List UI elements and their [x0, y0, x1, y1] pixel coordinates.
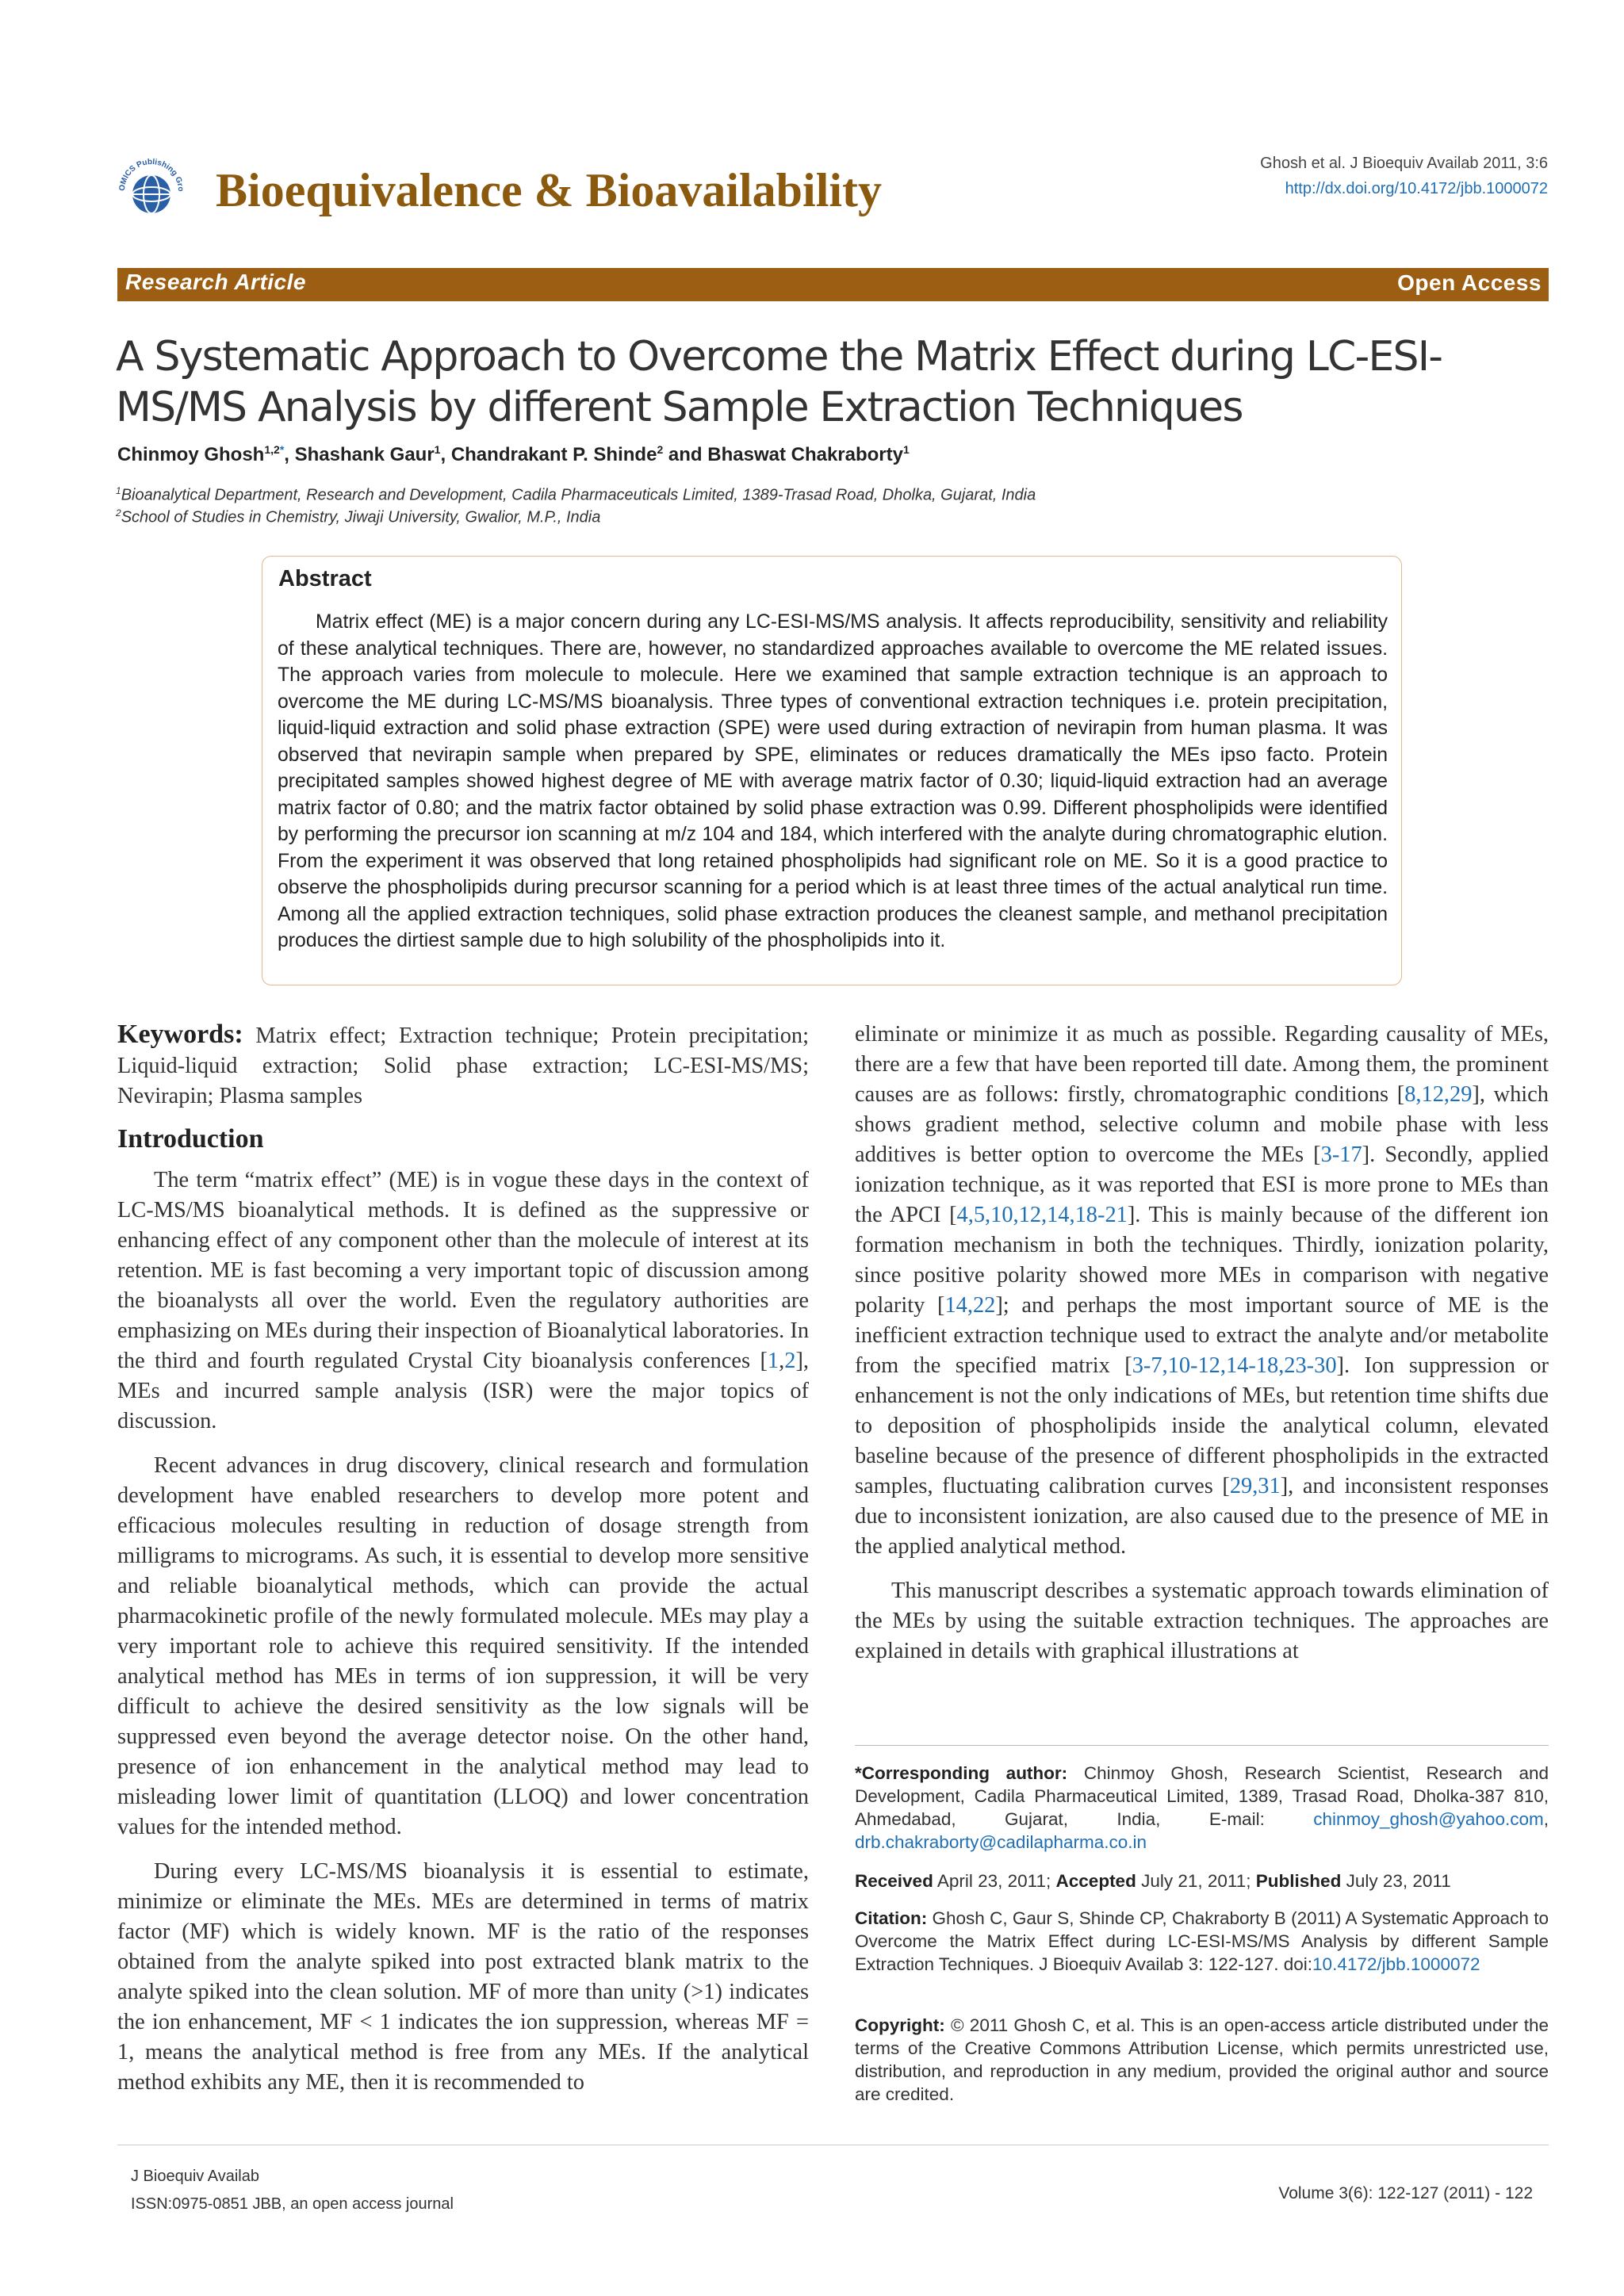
dates: Received April 23, 2011; Accepted July 21, 2011; Published July 23, 2011	[855, 1871, 1451, 1891]
author-name: Bhaswat Chakraborty	[707, 444, 903, 465]
open-access-label: Open Access	[1397, 270, 1542, 295]
affiliation: $^2$School of Studies in Chemistry, Jiwaji University, Gwalior, M.P., India	[116, 507, 601, 526]
author-name: Chinmoy Ghosh	[117, 444, 265, 465]
copyright-block: Copyright: © 2011 Ghosh C, et al. This is an open-access article distributed under the terms of the Creative Commons Attribution License, which permits unrestricted use, distribution, and reproduction in any medium, provided the original author and source are credited.	[855, 2015, 1549, 2104]
section-heading-introduction: Introduction	[117, 1124, 264, 1154]
email-link[interactable]: drb.chakraborty@cadilapharma.co.in	[855, 1832, 1147, 1852]
doi-link[interactable]: 10.4172/jbb.1000072	[1312, 1954, 1480, 1974]
paragraph: eliminate or minimize it as much as possible. Regarding causality of MEs, there are a few that have been reported till date. Among them, the prominent causes are as follows: firstly, chromatographic conditions [8,12,29], which shows gradient method, selective column and mobile phase with less additives is better option to overcome the MEs [3-17]. Secondly, applied ionization technique, as it was reported that ESI is more prone to MEs than the APCI [4,5,10,12,14,18-21]. This is mainly because of the different ion formation mechanism in both the techniques. Thirdly, ionization polarity, since positive polarity showed more MEs in comparison with negative polarity [14,22]; and perhaps the most important source of ME is the inefficient extraction technique used to extract the analyte and/or metabolite from the specified matrix [3-7,10-12,14-18,23-30]. Ion suppression or enhancement is not the only indications of MEs, but retention time shifts due to deposition of phospholipids inside the analytical column, elevated baseline because of the presence of different phospholipids in the extracted samples, fluctuating calibration curves [29,31], and inconsistent responses due to inconsistent ionization, are also caused due to the presence of ME in the applied analytical method.	[855, 1022, 1549, 1559]
doi-link[interactable]: http://dx.doi.org/10.4172/jbb.1000072	[1285, 180, 1548, 197]
keywords	[117, 1020, 809, 1112]
paragraph: This manuscript describes a systematic approach towards elimination of the MEs by using the suitable extraction techniques. The approaches are explained in details with graphical illustrations at	[855, 1578, 1549, 1663]
reference-link[interactable]: 3-17	[1320, 1142, 1362, 1167]
reference-link[interactable]: 8,12,29	[1404, 1082, 1473, 1107]
publisher-logo	[113, 153, 190, 229]
keywords-text: Matrix effect; Extraction technique; Protein precipitation; Liquid-liquid extraction; Solid phase extraction; LC-ESI-MS/MS; Nevirapin; Plasma samples	[117, 1024, 809, 1108]
reference-link[interactable]: 29,31	[1229, 1474, 1281, 1498]
article-type-label: Research Article	[125, 270, 306, 294]
affiliation: $^1$Bioanalytical Department, Research and Development, Cadila Pharmaceuticals Limited, 1389-Trasad Road, Dholka, Gujarat, India	[116, 485, 1036, 504]
article-type-band	[117, 268, 1549, 301]
article-title: A Systematic Approach to Overcome the Matrix Effect during LC-ESI-MS/MS Analysis by different Sample Extraction Techniques	[116, 333, 1442, 431]
reference-link[interactable]: 3-7,10-12,14-18,23-30	[1132, 1353, 1337, 1378]
reference-link[interactable]: 4,5,10,12,14,18-21	[956, 1203, 1128, 1227]
journal-title: Bioequivalence & Bioavailability	[216, 164, 883, 216]
paragraph: Recent advances in drug discovery, clinical research and formulation development have enabled researchers to develop more potent and efficacious molecules resulting in reduction of dosage strength from milligrams to micrograms. As such, it is essential to develop more sensitive and reliable bioanalytical methods, which can provide the actual pharmacokinetic profile of the newly formulated molecule. MEs may play a very important role to achieve this required sensitivity. If the intended analytical method has MEs in terms of ion suppression, it will be very difficult to achieve the desired sensitivity as the low signals will be suppressed even beyond the average detector noise. On the other hand, presence of ion enhancement in the analytical method may lead to misleading lower limit of quantitation (LLOQ) and lower concentration values for the intended method.	[117, 1453, 809, 1839]
author-sup: 1	[903, 443, 910, 456]
author-name: Shashank Gaur	[294, 444, 435, 465]
footer-journal: J Bioequiv Availab	[131, 2168, 259, 2185]
keywords-label: Keywords:	[117, 1020, 243, 1049]
citation-block: Citation: Ghosh C, Gaur S, Shinde CP, Chakraborty B (2011) A Systematic Approach to Overcome the Matrix Effect during LC-ESI-MS/MS Analysis by different Sample Extraction Techniques. J Bioequiv Availab 3: 122-127. doi:10.4172/jbb.1000072	[855, 1908, 1549, 1974]
email-link[interactable]: chinmoy_ghosh@yahoo.com	[1313, 1809, 1544, 1829]
author-list: Chinmoy Ghosh$^{1,2*}$, Shashank Gaur$^1$, Chandrakant P. Shinde$^2$ and Bhaswat Chakraborty$^1$	[117, 443, 910, 465]
body-column-right	[855, 1020, 1549, 1667]
reference-link[interactable]: 1	[767, 1349, 779, 1373]
author-sup: 1,2*	[264, 443, 285, 456]
footer-issn: ISSN:0975-0851 JBB, an open access journal	[131, 2195, 454, 2213]
divider	[855, 1745, 1549, 1746]
paragraph: During every LC-MS/MS bioanalysis it is essential to estimate, minimize or eliminate the MEs. MEs are determined in terms of matrix factor (MF) which is widely known. MF is the ratio of the responses obtained from the analyte spiked into post extracted blank matrix to the analyte spiked into the clean solution. MF of more than unity (>1) indicates the ion enhancement, MF < 1 indicates the ion suppression, whereas MF = 1, means the analytical method is free from any MEs. If the analytical method exhibits any ME, then it is recommended to	[117, 1859, 809, 2095]
paragraph: The term “matrix effect” (ME) is in vogue these days in the context of LC-MS/MS bioanalytical methods. It is defined as the suppressive or enhancing effect of any component other than the molecule of interest at its retention. ME is fast becoming a very important topic of discussion among the bioanalysts all over the world. Even the regulatory authorities are emphasizing on MEs during their inspection of Bioanalytical laboratories. In the third and fourth regulated Crystal City bioanalysis conferences [1,2], MEs and incurred sample analysis (ISR) were the major topics of discussion.	[117, 1168, 810, 1433]
body-column-left	[117, 1020, 809, 2098]
author-sup: 2	[657, 443, 664, 456]
author-name: Chandrakant P. Shinde	[450, 444, 657, 465]
abstract-text: Matrix effect (ME) is a major concern during any LC-ESI-MS/MS analysis. It affects reproducibility, sensitivity and reliability of these analytical techniques. There are, however, no standardized approaches available to overcome the ME related issues. The approach varies from molecule to molecule. Here we examined that sample extraction technique is an approach to overcome the ME during LC-MS/MS bioanalysis. Three types of conventional extraction techniques i.e. protein precipitation, liquid-liquid extraction and solid phase extraction (SPE) were used during extraction of nevirapin from human plasma. It was observed that nevirapin sample when prepared by SPE, eliminates or reduces dramatically the MEs ipso facto. Protein precipitated samples showed highest degree of ME with average matrix factor of 0.30; liquid-liquid extraction had an average matrix factor of 0.80; and the matrix factor obtained by solid phase extraction was 0.99. Different phospholipids were identified by performing the precursor ion scanning at m/z 104 and 184, which interfered with the analyte during chromatographic elution. From the experiment it was observed that long retained phospholipids had significant role on ME. So it is a good practice to observe the phospholipids during precursor scanning for a period which is at least three times of the actual analytical run time. Among all the applied extraction techniques, solid phase extraction produces the cleanest sample, and methanol precipitation produces the dirtiest sample due to high solubility of the phospholipids into it.	[278, 611, 1388, 951]
reference-link[interactable]: 2	[784, 1349, 796, 1373]
footer-volume: Volume 3(6): 122-127 (2011) - 122	[1278, 2184, 1533, 2202]
abstract-heading: Abstract	[278, 566, 372, 591]
citation-line: Ghosh et al. J Bioequiv Availab 2011, 3:6	[1260, 155, 1548, 172]
svg-text:OMICS Publishing Group: OMICS Publishing Gro	[117, 157, 186, 192]
corresponding-author: *Corresponding author: Chinmoy Ghosh, Research Scientist, Research and Development, Cadila Pharmaceutical Limited, 1389, Trasad Road, Dholka-387 810, Ahmedabad, Gujarat, India, E-mail: chinmoy_ghosh@yahoo.com, drb.chakraborty@cadilapharma.co.in	[855, 1763, 1549, 1852]
author-sup: 1	[434, 443, 441, 456]
reference-link[interactable]: 14,22	[944, 1293, 996, 1318]
